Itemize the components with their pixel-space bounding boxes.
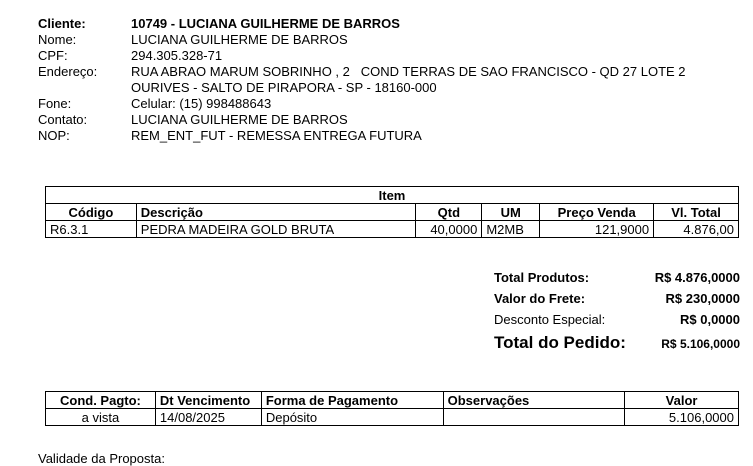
cell-total: 4.876,00 [654, 221, 739, 238]
nop-label: NOP: [38, 128, 70, 143]
contato-value: LUCIANA GUILHERME DE BARROS [131, 112, 348, 127]
fone-label: Fone: [38, 96, 72, 111]
items-header-row [46, 204, 739, 221]
header-forma: Forma de Pagamento [261, 392, 443, 409]
cell-descricao: PEDRA MADEIRA GOLD BRUTA [136, 221, 416, 238]
endereco-label: Endereço: [38, 64, 98, 79]
header-obs: Observações [443, 392, 625, 409]
desconto-value: R$ 0,0000 [680, 312, 740, 327]
table-row [46, 221, 739, 238]
cell-obs [443, 409, 625, 426]
payment-table [45, 391, 739, 426]
payment-header-row [46, 392, 739, 409]
items-table [45, 186, 739, 238]
header-preco: Preço Venda [540, 204, 654, 221]
contact-row [38, 112, 738, 128]
total-pedido-row [494, 333, 740, 359]
cliente-value: 10749 - LUCIANA GUILHERME DE BARROS [131, 16, 400, 31]
cell-valor: 5.106,0000 [625, 409, 739, 426]
table-row [46, 409, 739, 426]
totals-block [494, 270, 740, 359]
cpf-value: 294.305.328-71 [131, 48, 223, 63]
header-codigo: Código [46, 204, 137, 221]
desconto-row [494, 312, 740, 333]
nop-value: REM_ENT_FUT - REMESSA ENTREGA FUTURA [131, 128, 422, 143]
frete-label: Valor do Frete: [494, 291, 586, 306]
frete-row [494, 291, 740, 312]
header-total: Vl. Total [654, 204, 739, 221]
cpf-label: CPF: [38, 48, 68, 63]
address-row [38, 64, 738, 96]
cell-um: M2MB [482, 221, 540, 238]
total-pedido-value: R$ 5.106,0000 [661, 337, 740, 351]
nome-value: LUCIANA GUILHERME DE BARROS [131, 32, 348, 47]
total-produtos-value: R$ 4.876,0000 [654, 270, 740, 285]
header-qtd: Qtd [416, 204, 482, 221]
cell-cond: a vista [46, 409, 156, 426]
total-produtos-row [494, 270, 740, 291]
cell-venc: 14/08/2025 [155, 409, 261, 426]
header-valor: Valor [625, 392, 739, 409]
cell-preco: 121,9000 [540, 221, 654, 238]
cell-forma: Depósito [261, 409, 443, 426]
endereco-line1: RUA ABRAO MARUM SOBRINHO , 2 COND TERRAS DE SAO FRANCISCO - QD 27 LOTE 2 [131, 64, 686, 79]
total-produtos-label: Total Produtos: [494, 270, 590, 285]
contato-label: Contato: [38, 112, 88, 127]
name-row [38, 32, 738, 48]
cell-qtd: 40,0000 [416, 221, 482, 238]
validity-label: Validade da Proposta: [38, 451, 165, 466]
cpf-row [38, 48, 738, 64]
nome-label: Nome: [38, 32, 77, 47]
total-pedido-label: Total do Pedido: [494, 333, 626, 352]
endereco-value [131, 64, 738, 96]
header-venc: Dt Vencimento [155, 392, 261, 409]
cell-codigo: R6.3.1 [46, 221, 137, 238]
nop-row [38, 128, 738, 144]
cliente-label: Cliente: [38, 16, 86, 31]
desconto-label: Desconto Especial: [494, 312, 606, 327]
header-descricao: Descrição [136, 204, 416, 221]
items-caption: Item [46, 187, 739, 204]
fone-value: Celular: (15) 998488643 [131, 96, 272, 111]
client-row [38, 16, 738, 32]
endereco-line2: OURIVES - SALTO DE PIRAPORA - SP - 18160-000 [131, 80, 437, 95]
header-cond: Cond. Pagto: [46, 392, 156, 409]
header-um: UM [482, 204, 540, 221]
items-caption-row [46, 187, 739, 204]
phone-row [38, 96, 738, 112]
frete-value: R$ 230,0000 [665, 291, 740, 306]
client-info [38, 16, 738, 144]
